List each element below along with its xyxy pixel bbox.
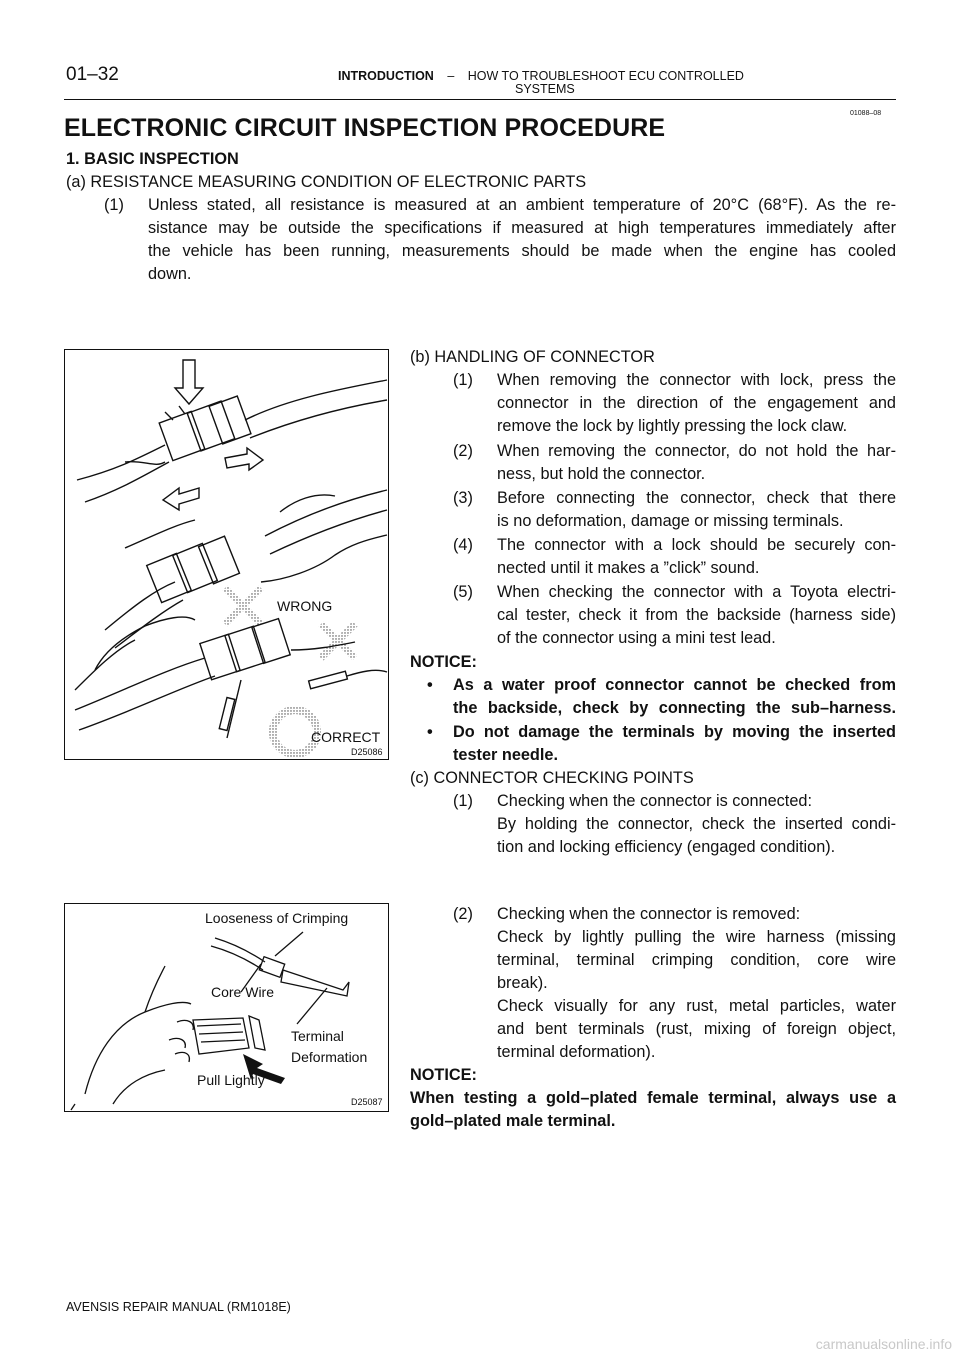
bullet: •	[427, 676, 433, 694]
item-b3-line: Before connecting the connector, check that there	[497, 489, 896, 507]
figure-code: D25087	[351, 1097, 383, 1107]
footer: AVENSIS REPAIR MANUAL (RM1018E)	[66, 1300, 291, 1314]
header-rule	[64, 99, 896, 100]
item-c1-line: By holding the connector, check the inserted condi-	[497, 815, 896, 833]
notice-line: As a water proof connector cannot be checked from	[453, 676, 896, 694]
label-deformation: Deformation	[291, 1049, 368, 1065]
page-number: 01–32	[66, 64, 119, 85]
header-subtitle-line2: SYSTEMS	[515, 82, 575, 96]
item-b5-line: of the connector using a mini test lead.	[497, 629, 776, 647]
header-title	[338, 70, 744, 96]
notice-line: gold–plated male terminal.	[410, 1112, 616, 1130]
subsection-a-heading: (a) RESISTANCE MEASURING CONDITION OF ELECTRONIC PARTS	[66, 173, 587, 191]
notice-line: Do not damage the terminals by moving the inserted	[453, 723, 896, 741]
item-c1-title: Checking when the connector is connected:	[497, 792, 812, 810]
figure-connector-handling	[64, 349, 389, 760]
header-section: INTRODUCTION	[338, 69, 434, 83]
item-b4-number: (4)	[453, 536, 473, 554]
item-c2-line: break).	[497, 974, 548, 992]
connector-handling-illustration	[65, 350, 388, 759]
section-heading: 1. BASIC INSPECTION	[66, 150, 239, 168]
item-a1-number: (1)	[104, 196, 124, 214]
wrong-label: WRONG	[277, 598, 333, 614]
bullet: •	[427, 723, 433, 741]
subsection-c-heading: (c) CONNECTOR CHECKING POINTS	[410, 769, 694, 787]
item-b5-line: cal tester, check it from the backside (harness side)	[497, 606, 896, 624]
notice-label: NOTICE:	[410, 1066, 477, 1084]
item-c1-number: (1)	[453, 792, 473, 810]
label-pull-lightly: Pull Lightly	[197, 1072, 265, 1088]
item-c2-line: and bent terminals (rust, mixing of foreign object,	[497, 1020, 896, 1038]
item-c2-line: terminal deformation).	[497, 1043, 656, 1061]
item-b5-number: (5)	[453, 583, 473, 601]
item-b2-line: ness, but hold the connector.	[497, 465, 706, 483]
item-b1-number: (1)	[453, 371, 473, 389]
item-b1-line: connector in the direction of the engagement and	[497, 394, 896, 412]
item-c2-line: Check visually for any rust, metal particles, water	[497, 997, 896, 1015]
notice-line: tester needle.	[453, 746, 558, 764]
notice-line: When testing a gold–plated female terminal, always use a	[410, 1089, 896, 1107]
doc-code: 01088–08	[850, 110, 882, 117]
correct-label: CORRECT	[311, 729, 381, 745]
item-b2-line: When removing the connector, do not hold the har-	[497, 442, 896, 460]
item-c2-title: Checking when the connector is removed:	[497, 905, 801, 923]
watermark: carmanualsonline.info	[815, 1336, 952, 1352]
label-core-wire: Core Wire	[211, 984, 275, 1000]
item-b3-line: is no deformation, damage or missing terminals.	[497, 512, 844, 530]
notice-label: NOTICE:	[410, 653, 477, 671]
item-c2-number: (2)	[453, 905, 473, 923]
item-a1-line: down.	[148, 265, 192, 283]
item-c1-line: tion and locking efficiency (engaged condition).	[497, 838, 836, 856]
item-b2-number: (2)	[453, 442, 473, 460]
header-subtitle-line1: HOW TO TROUBLESHOOT ECU CONTROLLED	[467, 69, 744, 83]
item-b4-line: nected until it makes a ”click” sound.	[497, 559, 760, 577]
header-separator: –	[447, 69, 455, 83]
item-a1-line: Unless stated, all resistance is measured at an ambient temperature of 20°C (68°F). As the re-	[148, 196, 896, 214]
subsection-b-heading: (b) HANDLING OF CONNECTOR	[410, 348, 655, 366]
item-b1-line: When removing the connector with lock, press the	[497, 371, 896, 389]
page-title: ELECTRONIC CIRCUIT INSPECTION PROCEDURE	[64, 114, 666, 142]
notice-line: the backside, check by connecting the sub–harness.	[453, 699, 896, 717]
item-b5-line: When checking the connector with a Toyota electri-	[497, 583, 896, 601]
label-terminal: Terminal	[291, 1028, 344, 1044]
item-b3-number: (3)	[453, 489, 473, 507]
item-b4-line: The connector with a lock should be securely con-	[497, 536, 896, 554]
figure-code: D25086	[351, 747, 383, 757]
item-b1-line: remove the lock by lightly pressing the lock claw.	[497, 417, 848, 435]
item-c2-line: terminal, terminal crimping condition, core wire	[497, 951, 896, 969]
item-a1-line: the vehicle has been running, measurements should be made when the engine has cooled	[148, 242, 896, 260]
label-looseness-of-crimping: Looseness of Crimping	[205, 910, 349, 926]
figure-terminal-check	[64, 903, 389, 1112]
item-a1-line: sistance may be outside the specifications if measured at high temperatures immediately after	[148, 219, 896, 237]
item-c2-line: Check by lightly pulling the wire harness (missing	[497, 928, 896, 946]
